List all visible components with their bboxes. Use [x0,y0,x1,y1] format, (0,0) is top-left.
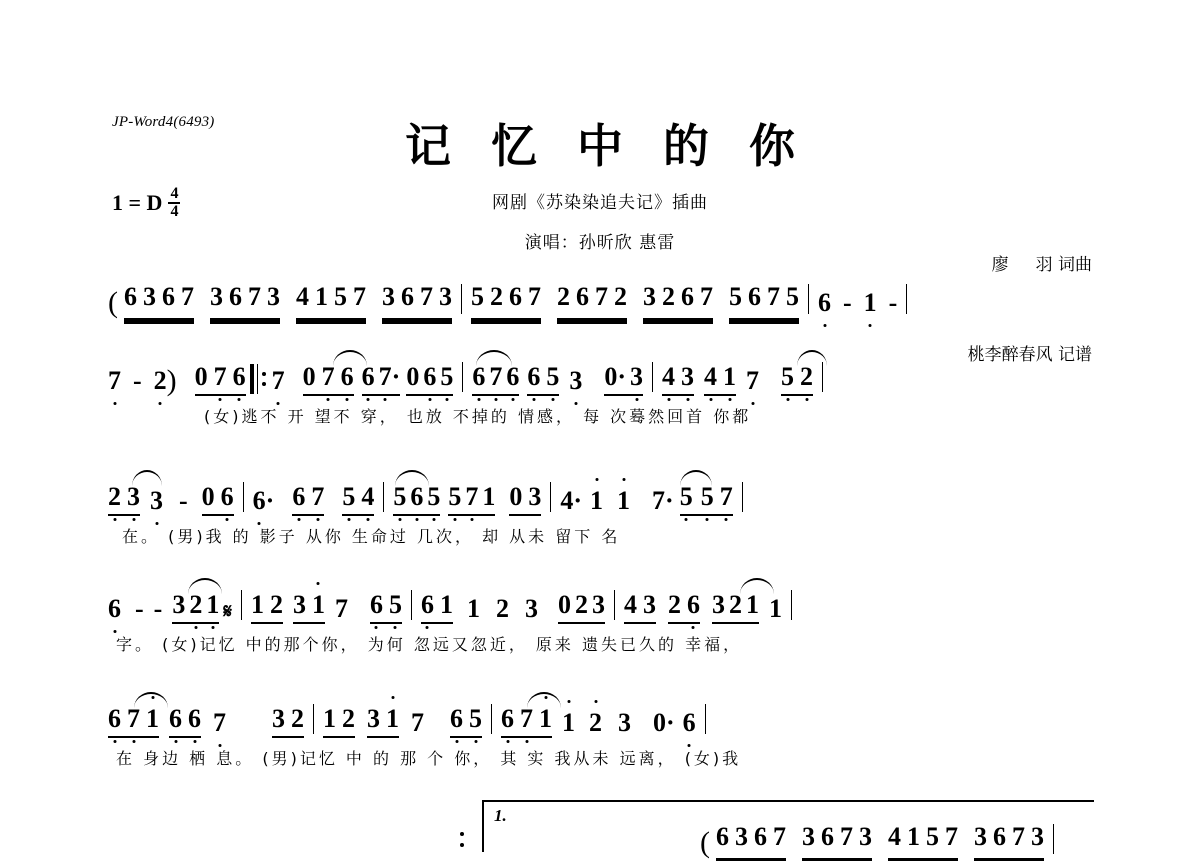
barline [906,284,907,314]
lyrics-line-2: (女)逃不 开 望不 穿， 也放 不掉的 情感， 每 次蓦然回首 你都 [204,407,752,426]
note-group: 6 5 [370,590,402,624]
notation-line-2: 7 - 2 ) 0 7 6 7 0 7 6 6 7· 0 6 5 6 7 6 6 5 3 0· 3 4 3 4 1 7 5 2 [108,350,1100,396]
music-row-2 [108,350,1100,427]
phrase-open-paren: ( [700,826,710,859]
note-group: 6 3 6 7 [716,822,786,858]
lyrics-line-4: 字。 (女)记忆 中的那个你， 为何 忽远又忽近， 原来 遗失已久的 幸福， [116,635,743,654]
document-code: JP-Word4(6493) [112,114,215,130]
note-group: 3 6 7 3 [382,282,452,318]
lyrics-line-5: 在 身边 栖 息。 (男)记忆 中 的 那 个 你， 其 实 我从未 远离， (女)我 [116,749,742,768]
note-group: 3 2 1 [712,590,759,624]
barline [550,482,551,512]
note-group: 6 5 [527,362,559,396]
phrase-open-paren: ( [108,286,118,319]
note-group: 3 6 7 3 [210,282,280,318]
barline [491,704,492,734]
ending-number: 1. [494,806,507,825]
note-group: 6 7 1 [501,704,552,738]
note-group: 0 7 6 [303,362,354,396]
note-group: 1 2 [323,704,355,738]
note-group: 6 6 [169,704,201,738]
time-signature-numerator: 4 [168,186,180,204]
note-group: 5 5 7 [680,482,733,516]
note-group: 5 6 5 [393,482,440,516]
note-group: 3 6 7 3 [802,822,872,858]
note-group: 5 2 [781,362,813,396]
note-group: 3 1 [293,590,325,624]
note-group: 2 6 [668,590,700,624]
barline [461,284,462,314]
note-group: 6 7 [292,482,324,516]
phrase-close-paren: ) [166,364,177,397]
barline [313,704,314,734]
music-row-3 [108,470,1100,547]
time-signature [168,186,180,221]
note-group: 3 2 6 7 [643,282,713,318]
note-group: 3 1 [367,704,399,738]
barline [791,590,792,620]
note-group: 5 4 [342,482,374,516]
barline [411,590,412,620]
note-group: 0 2 3 [558,590,605,624]
lyrics-line-3: 在。 (男)我 的 影子 从你 生命过 几次， 却 从未 留下 名 [122,527,621,546]
key-label: 1 = D [112,190,163,216]
segno-icon: 𝄋 [223,601,232,623]
note-group: 6 7· [362,362,401,396]
note-group: 3 2 [272,704,304,738]
note-group: 4 1 5 7 [296,282,366,318]
barline [742,482,743,512]
note-dash: - [888,288,898,317]
barline [241,590,242,620]
note-group: 3 2 1 [172,590,219,624]
music-row-5 [108,692,1100,769]
note-group: 6 7 6 [472,362,519,396]
note: 6 [818,288,831,317]
note-group: 3 6 7 3 [974,822,1044,858]
note-group: 5 2 6 7 [471,282,541,318]
note-group: 6 1 [421,590,453,624]
note-group: 5 7 1 [448,482,495,516]
music-row-4 [108,578,1100,655]
notation-line-3: 2 3 3 - 0 6 6 · 6 7 5 4 5 6 5 5 7 1 0 3 4 · 1 1 7 · 5 5 7 [108,470,1100,516]
barline [462,362,463,392]
performer-label: 演唱：孙昕欣 惠雷 [524,233,676,253]
credit-composer: 廖 羽 词曲 [991,255,1092,275]
credit-transcriber: 桃李醉春风 记谱 [967,345,1092,365]
repeat-end-dots [460,832,464,847]
notation-line-5: 6 7 1 6 6 7 3 2 1 2 3 1 7 6 5 6 7 1 1 2 3 0 · 6 [108,692,1100,738]
note-group: 0 6 [202,482,234,516]
note-group: 4 1 5 7 [888,822,958,858]
note-group: 0 6 5 [406,362,453,396]
note: 7 [108,366,121,395]
notation-line-4: 6 - - 3 2 1 𝄋 1 2 3 1 7 6 5 6 1 1 2 3 0 2 3 4 3 2 6 3 2 1 1 [108,578,1100,624]
note-group: 0 7 6 [195,362,246,396]
barline [243,482,244,512]
note-group: 6 5 [450,704,482,738]
note-group: 2 3 [108,482,140,516]
time-signature-denominator: 4 [170,203,179,221]
note-group: 4 3 [662,362,694,396]
note-group: 4 1 [704,362,736,396]
notation-line-6 [700,822,1063,858]
source-drama-label: 网剧《苏染染追夫记》插曲 [492,193,708,213]
note: 1 [863,288,877,317]
barline [705,704,706,734]
barline [383,482,384,512]
note-group: 6 7 1 [108,704,159,738]
note-group: 1 2 [251,590,283,624]
page-title: 记 忆 中 的 你 [404,119,808,173]
barline [808,284,809,314]
music-row-1 [108,272,1100,318]
barline [822,362,823,392]
key-signature [112,186,180,221]
note-group: 0· 3 [604,362,643,396]
note-group: 0 3 [509,482,541,516]
note-group: 5 6 7 5 [729,282,799,318]
note-group: 2 6 7 2 [557,282,627,318]
repeat-start-sign [250,364,266,394]
note-dash: - [843,288,852,317]
barline [614,590,615,620]
notation-line-1 [108,272,1100,318]
barline [652,362,653,392]
note-group: 4 3 [624,590,656,624]
note-group: 6 3 6 7 [124,282,194,318]
